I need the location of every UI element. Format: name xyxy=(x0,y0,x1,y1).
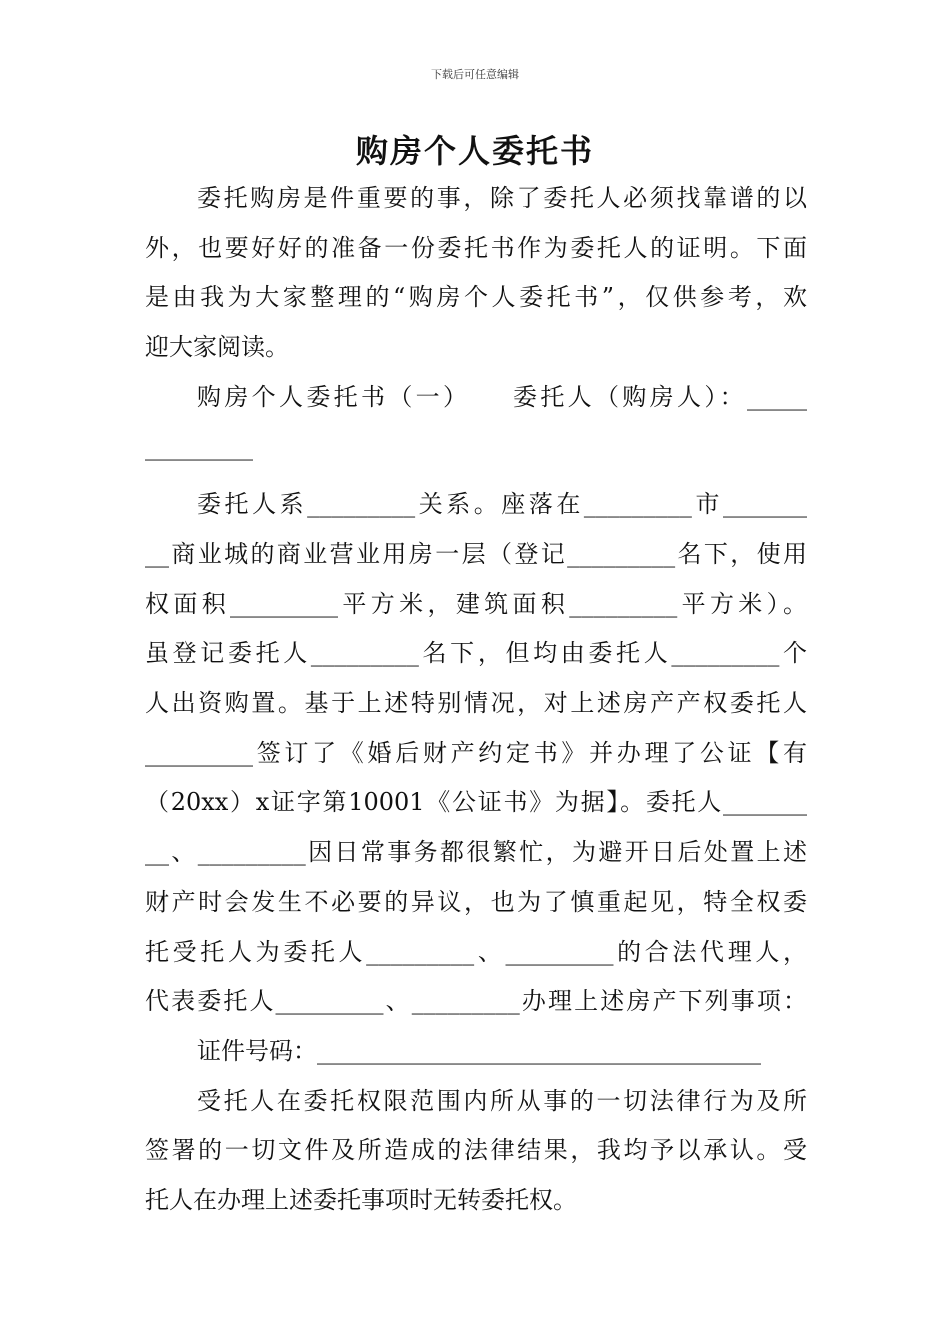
text-line: 外，也要好好的准备一份委托书作为委托人的证明。下面 xyxy=(145,233,807,262)
text-line: 代表委托人_________、_________办理上述房产下列事项： xyxy=(145,987,807,1016)
intro-paragraph xyxy=(145,174,807,373)
text-line: 托受托人为委托人_________、_________的合法代理人， xyxy=(145,937,807,966)
id-number-line: 证件号码：_____________________________________ xyxy=(197,1036,761,1065)
text-line: 购房个人委托书（一） 委托人（购房人）：_____ xyxy=(197,382,807,411)
text-line: 受托人在委托权限范围内所从事的一切法律行为及所 xyxy=(197,1086,807,1115)
document-title: 购房个人委托书 xyxy=(355,132,594,170)
section-heading-paragraph xyxy=(145,373,807,472)
text-line: __商业城的商业营业用房一层（登记_________名下，使用 xyxy=(145,539,807,568)
text-line: 财产时会发生不必要的异议，也为了慎重起见，特全权委 xyxy=(145,887,807,916)
id-number-paragraph xyxy=(145,1027,807,1077)
text-line: 签署的一切文件及所造成的法律结果，我均予以承认。受 xyxy=(145,1136,807,1165)
text-line: 委托购房是件重要的事，除了委托人必须找靠谱的以 xyxy=(197,184,807,212)
main-paragraph xyxy=(145,480,807,1027)
text-line: 人出资购置。基于上述特别情况，对上述房产产权委托人 xyxy=(145,689,807,718)
closing-paragraph xyxy=(145,1077,807,1226)
text-line: 迎大家阅读。 xyxy=(145,333,289,362)
text-line: __、_________因日常事务都很繁忙，为避开日后处置上述 xyxy=(145,838,807,867)
text-line: 委托人系_________关系。座落在_________市_______ xyxy=(197,490,807,519)
text-line: _________签订了《婚后财产约定书》并办理了公证【有 xyxy=(145,738,807,767)
document-body xyxy=(145,174,807,1226)
text-line: 虽登记委托人_________名下，但均由委托人_________个 xyxy=(145,639,807,668)
page-header-note: 下载后可任意编辑 xyxy=(431,68,519,81)
paragraph-gap xyxy=(145,472,807,480)
text-line: 权面积_________平方米，建筑面积_________平方米）。 xyxy=(145,589,807,618)
text-line: _________ xyxy=(145,432,253,461)
text-line: 是由我为大家整理的“购房个人委托书”，仅供参考，欢 xyxy=(145,283,807,312)
text-line: （20xx）x证字第10001《公证书》为据】。委托人_______ xyxy=(145,788,807,817)
text-line: 托人在办理上述委托事项时无转委托权。 xyxy=(145,1186,577,1215)
